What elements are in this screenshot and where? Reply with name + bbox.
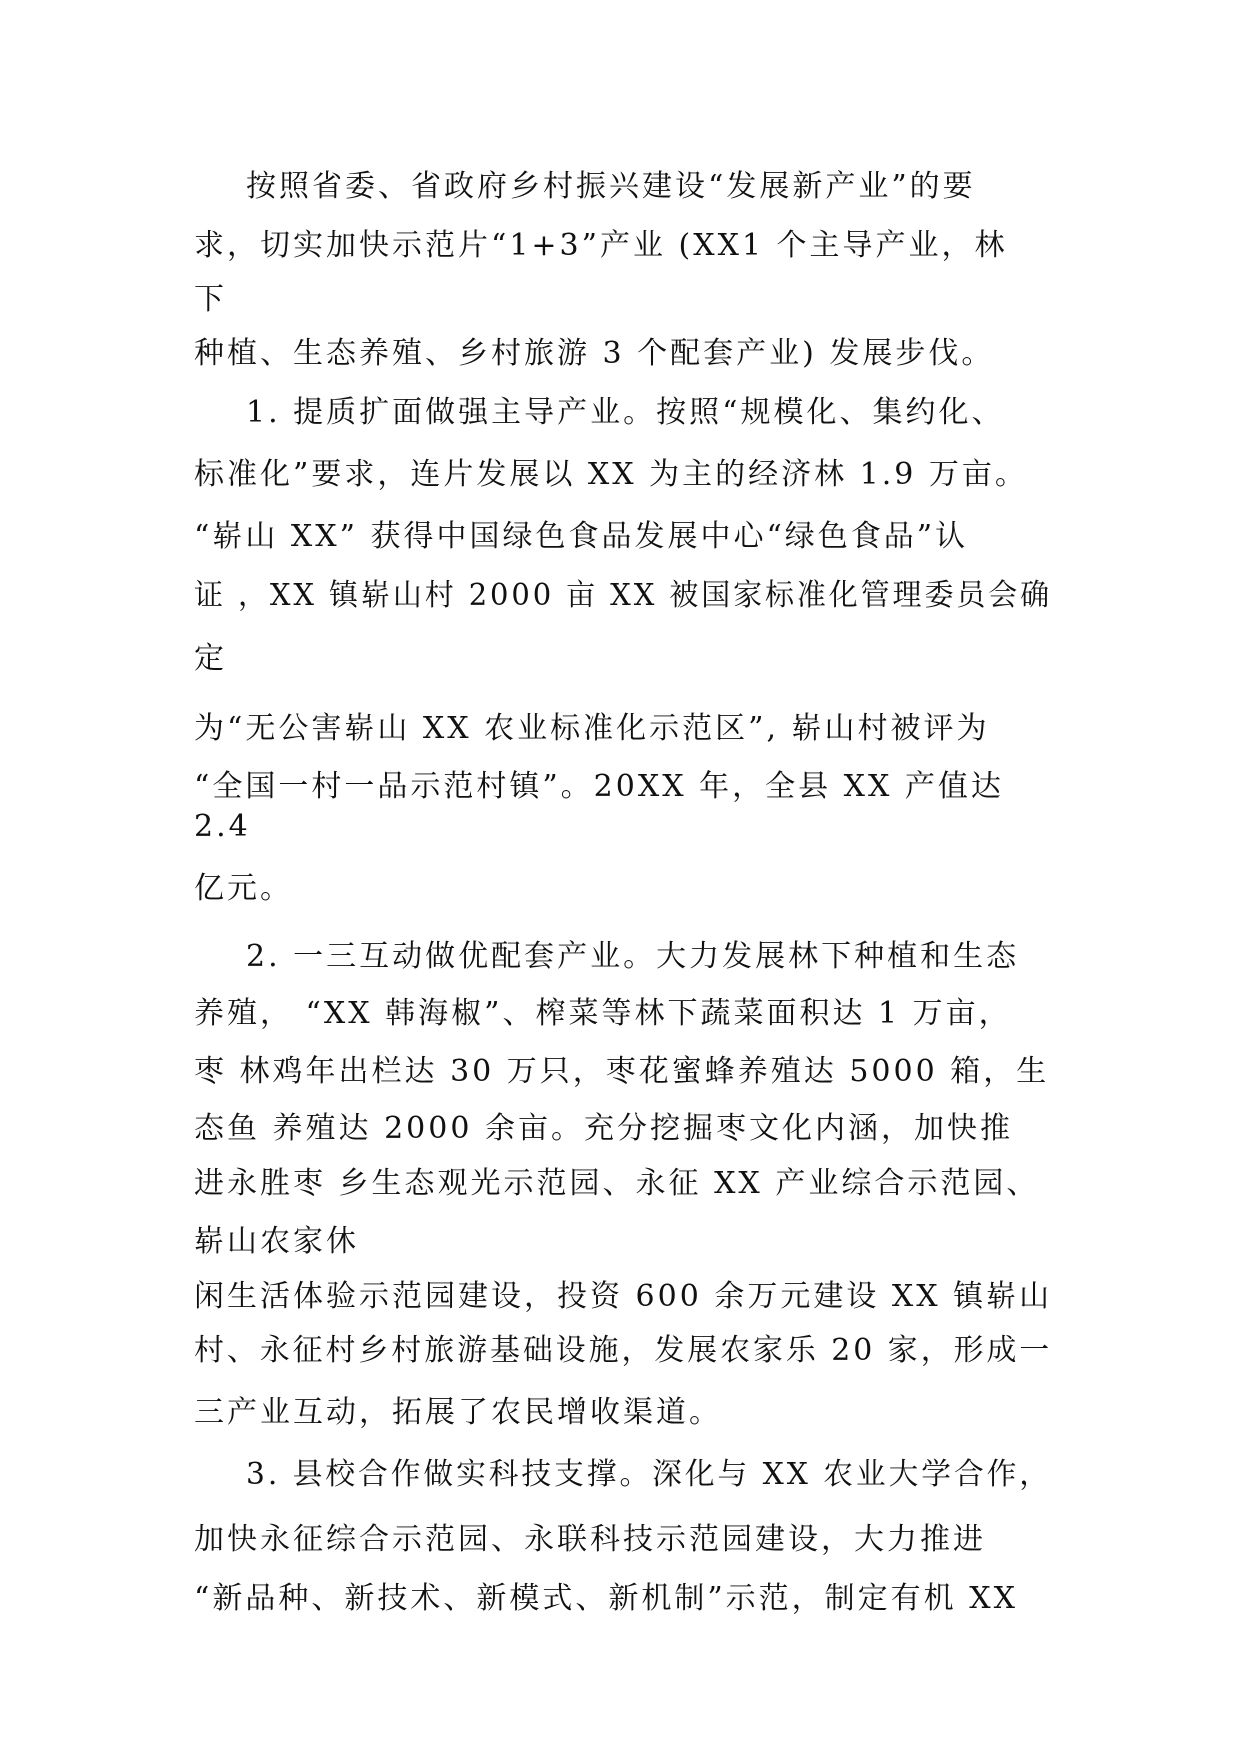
text-line: 养殖， “XX 韩海椒”、榨菜等林下蔬菜面积达 1 万亩， [194,996,1012,1031]
text-line: 按照省委、省政府乡村振兴建设“发展新产业”的要 [246,169,976,204]
text-line: 2. 一三互动做优配套产业。大力发展林下种植和生态 [246,939,1020,974]
text-line: 下 [194,282,227,317]
text-line: 村、永征村乡村旅游基础设施，发展农家乐 20 家，形成一 [194,1333,1053,1368]
text-line: 种植、生态养殖、乡村旅游 3 个配套产业) 发展步伐。 [194,336,995,371]
text-line: 闲生活体验示范园建设，投资 600 余万元建设 XX 镇崭山 [194,1279,1053,1314]
text-line: “新品种、新技术、新模式、新机制”示范，制定有机 XX [194,1581,1018,1616]
text-line: 加快永征综合示范园、永联科技示范园建设，大力推进 [194,1522,986,1557]
text-line: 亿元。 [194,871,293,906]
text-line: 进永胜枣 乡生态观光示范园、永征 XX 产业综合示范园、 [194,1166,1040,1201]
text-line: 标准化”要求，连片发展以 XX 为主的经济林 1.9 万亩。 [194,457,1028,492]
text-line: 2.4 [194,809,251,844]
text-line: 求，切实加快示范片“1+3”产业 (XX1 个主导产业，林 [194,228,1008,263]
text-line: “全国一村一品示范村镇”。20XX 年，全县 XX 产值达 [194,769,1004,804]
text-line: 3. 县校合作做实科技支撑。深化与 XX 农业大学合作， [246,1457,1052,1492]
text-line: 定 [194,641,227,676]
text-line: 崭山农家休 [194,1224,359,1259]
text-line: 证 ，XX 镇崭山村 2000 亩 XX 被国家标准化管理委员会确 [194,578,1052,613]
text-line: 态鱼 养殖达 2000 余亩。充分挖掘枣文化内涵，加快推 [194,1111,1013,1146]
text-line: 枣 林鸡年出栏达 30 万只，枣花蜜蜂养殖达 5000 箱，生 [194,1054,1050,1089]
text-line: 为“无公害崭山 XX 农业标准化示范区”, 崭山村被评为 [194,711,990,746]
text-line: “崭山 XX” 获得中国绿色食品发展中心“绿色食品”认 [194,519,969,554]
text-line: 1. 提质扩面做强主导产业。按照“规模化、集约化、 [246,395,1005,430]
text-line: 三产业互动，拓展了农民增收渠道。 [194,1395,722,1430]
